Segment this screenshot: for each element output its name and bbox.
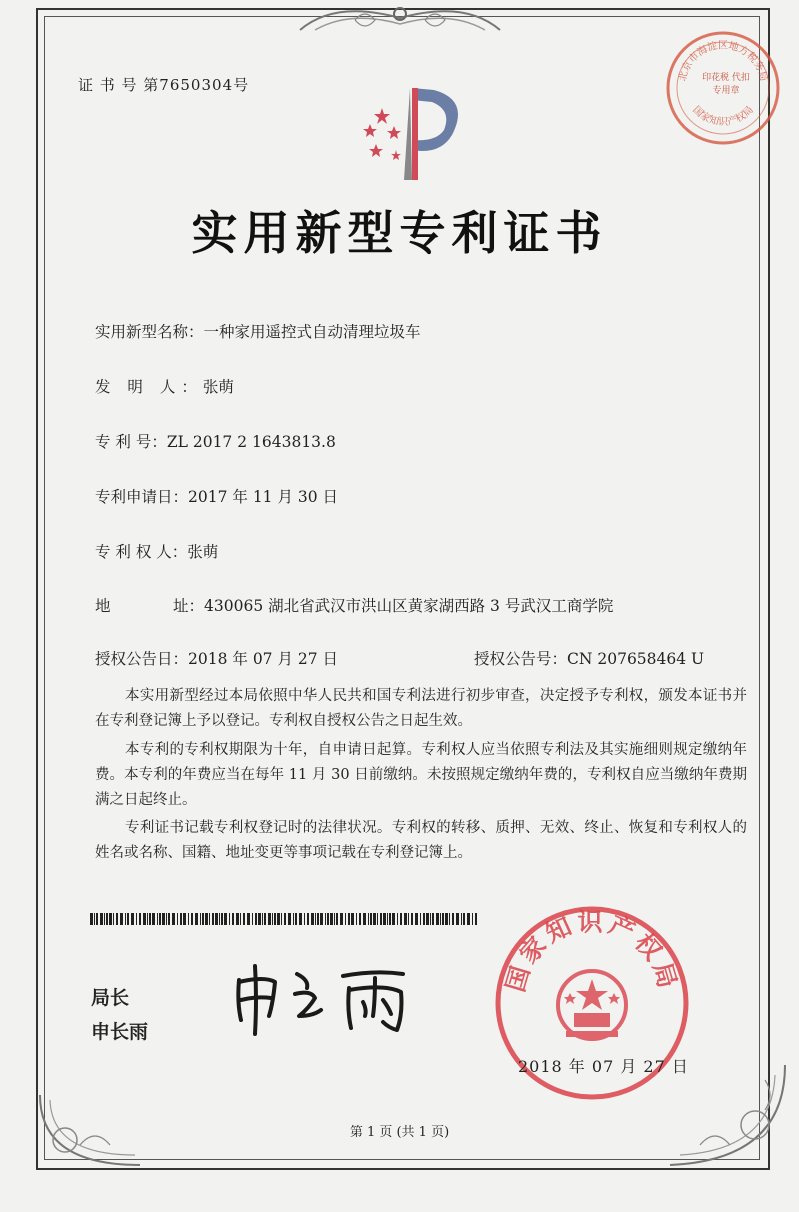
tax-seal-inner-text: 印花税 代扣专用章: [702, 73, 750, 96]
svg-text:国家知识产权局: [690, 104, 755, 128]
page-number: 第 1 页 (共 1 页): [349, 1125, 450, 1140]
field-patentee: [95, 540, 218, 562]
field-label: 发 明 人：: [95, 378, 203, 396]
director-signature: [225, 958, 435, 1038]
barcode: [90, 913, 480, 925]
seal-text: 国家知识产权局: [500, 907, 684, 996]
field-value: 2017 年 11 月 30 日: [188, 488, 339, 506]
field-label: 授权公告日：: [95, 650, 189, 668]
field-patent-number: [95, 430, 336, 452]
tax-seal-bottom-text: 国家知识产权局: [690, 104, 756, 129]
seal-date: 2018 年 07 月 27 日: [518, 1057, 689, 1076]
certificate-number: 证 书 号 第7650304号: [78, 76, 250, 94]
field-grant-date: [95, 647, 338, 669]
field-label: 实用新型名称：: [95, 323, 204, 341]
field-value: CN 207658464 U: [567, 650, 705, 668]
field-label: 授权公告号：: [474, 650, 568, 668]
field-grant-number: [474, 647, 704, 669]
cnipa-logo-icon: [352, 80, 472, 190]
field-label: 专利申请日：: [95, 488, 189, 506]
field-filing-date: [95, 485, 338, 507]
top-ornament: [295, 0, 505, 40]
field-value: 一种家用遥控式自动清理垃圾车: [203, 323, 421, 341]
body-paragraph: 本专利的专利权期限为十年，自申请日起算。专利权人应当依照专利法及其实施细则规定缴纳年费。本专利的年费应当在每年 11 月 30 日前缴纳。未按照规定缴纳年费的，专利权自应当缴纳年费期满之日起终止。: [95, 742, 747, 808]
director-name: 申长雨: [91, 1021, 149, 1043]
body-paragraph: 本实用新型经过本局依照中华人民共和国专利法进行初步审查，决定授予专利权，颁发本证书并在专利登记簿上予以登记。专利权自授权公告之日起生效。: [95, 688, 747, 729]
field-inventor: [95, 375, 234, 397]
field-value: ZL 2017 2 1643813.8: [166, 433, 336, 451]
tax-seal-outer-text: 北京市海淀区地方税务局: [677, 40, 769, 83]
field-value: 张萌: [202, 378, 234, 396]
field-value: 2018 年 07 月 27 日: [188, 650, 339, 668]
field-label: 地: [95, 597, 111, 615]
body-paragraph: 专利证书记载专利权登记时的法律状况。专利权的转移、质押、无效、终止、恢复和专利权人的姓名或名称、国籍、地址变更等事项记载在专利登记簿上。: [95, 820, 747, 861]
field-label: 址：: [173, 597, 205, 615]
field-label: 专 利 权 人：: [95, 543, 188, 561]
field-value: 张萌: [187, 543, 219, 561]
director-title: 局长: [91, 987, 130, 1009]
field-value: 430065 湖北省武汉市洪山区黄家湖西路 3 号武汉工商学院: [204, 597, 614, 615]
certificate-title: 实用新型专利证书: [191, 206, 608, 260]
field-utility-model-name: [95, 320, 421, 342]
field-address: [95, 594, 613, 616]
field-label: 专 利 号：: [95, 433, 167, 451]
